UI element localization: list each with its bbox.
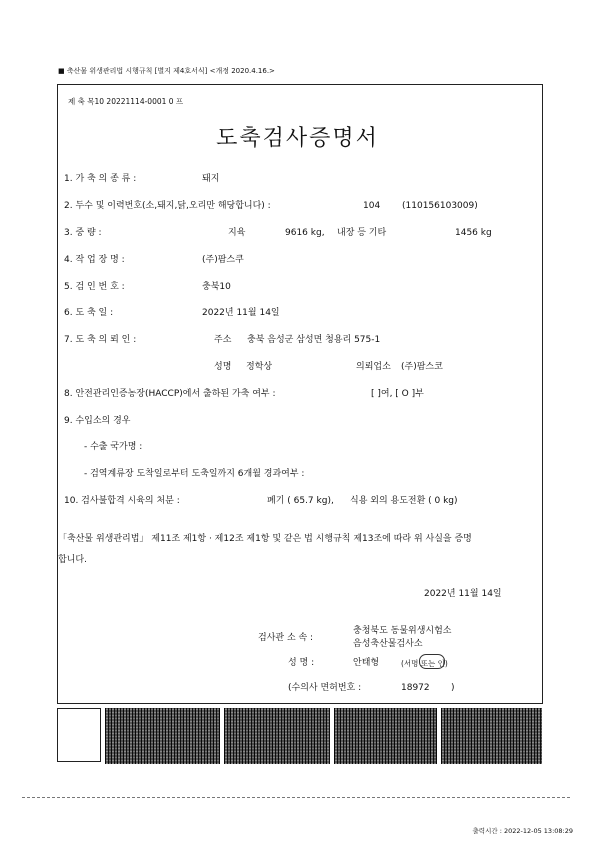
- item10-label: 10. 검사불합격 시육의 처분 :: [64, 496, 180, 506]
- item7-address-label: 주소: [214, 335, 232, 345]
- item6-label: 6. 도 축 일 :: [64, 308, 114, 318]
- item7-label: 7. 도 축 의 뢰 인 :: [64, 335, 137, 345]
- item2-trace: (110156103009): [402, 201, 478, 211]
- signature-label: (서명 또는 인): [401, 659, 448, 668]
- inspector-org-line2: 음성축산물검사소: [353, 639, 423, 649]
- item2-label: 2. 두수 및 이력번호(소,돼지,닭,오리만 해당합니다) :: [64, 201, 271, 211]
- security-barcode-2: [224, 708, 330, 764]
- issue-date: 2022년 11월 14일: [424, 589, 502, 599]
- license-close: ): [451, 683, 455, 693]
- item1-value: 돼지: [202, 174, 220, 184]
- item7-agent-value: (주)팜스코: [401, 362, 443, 372]
- official-seal: [419, 654, 445, 669]
- item8-label: 8. 안전관리인증농장(HACCP)에서 출하된 가축 여부 :: [64, 389, 276, 399]
- item3-live-value: 9616 kg,: [285, 228, 325, 238]
- divider: [22, 797, 570, 798]
- item7-agent-label: 의뢰업소: [356, 362, 391, 372]
- item5-label: 5. 검 인 번 호 :: [64, 282, 125, 292]
- item9-quarantine: - 검역계류장 도착일로부터 도축일까지 6개월 경과여부 :: [84, 469, 305, 479]
- qr-code: [57, 708, 101, 762]
- item5-value: 충북10: [202, 282, 231, 292]
- security-barcode-4: [441, 708, 542, 764]
- statement-line2: 합니다.: [58, 555, 87, 565]
- item4-label: 4. 작 업 장 명 :: [64, 255, 125, 265]
- license-label: (수의사 면허번호 :: [288, 683, 362, 693]
- item6-value: 2022년 11월 14일: [202, 308, 280, 318]
- item4-value: (주)팜스쿠: [202, 255, 244, 265]
- form-note: ■ 축산물 위생관리법 시행규칙 [별지 제4호서식] <개정 2020.4.16.>: [58, 67, 275, 75]
- security-barcode-1: [105, 708, 220, 764]
- item3-other-label: 내장 등 기타: [337, 228, 387, 238]
- item7-name-value: 정학상: [246, 362, 273, 372]
- inspector-name-label: 성 명 :: [288, 658, 315, 668]
- print-time: 출력시간 : 2022-12-05 13:08:29: [472, 827, 573, 835]
- item2-count: 104: [363, 201, 381, 211]
- item10-other-use: 식용 외의 용도전환 ( 0 kg): [350, 496, 458, 506]
- license-value: 18972: [401, 683, 430, 693]
- item1-label: 1. 가 축 의 종 류 :: [64, 174, 137, 184]
- item8-value: [ ]여, [ O ]부: [371, 389, 424, 399]
- item9-export-country: - 수출 국가명 :: [84, 442, 143, 452]
- item3-other-value: 1456 kg: [455, 228, 492, 238]
- item9-label: 9. 수입소의 경우: [64, 416, 131, 426]
- inspector-org-line1: 충청북도 동물위생시험소: [353, 626, 452, 636]
- statement-line1: 「축산물 위생관리법」 제11조 제1항 · 제12조 제1항 및 같은 법 시행규칙 제13조에 따라 위 사실을 증명: [58, 534, 472, 544]
- security-barcode-3: [334, 708, 437, 764]
- item10-disposal: 폐기 ( 65.7 kg),: [267, 496, 334, 506]
- item7-address-value: 충북 음성군 삼성면 청용리 575-1: [247, 335, 381, 345]
- inspector-name-value: 안태형: [353, 658, 380, 668]
- inspector-org-label: 검사관 소 속 :: [258, 633, 314, 643]
- doc-number: 제 축 목10 20221114-0001 0 프: [68, 97, 184, 106]
- item3-label: 3. 중 량 :: [64, 228, 102, 238]
- item3-live-label: 지육: [228, 228, 246, 238]
- item7-name-label: 성명: [214, 362, 232, 372]
- page-title: 도축검사증명서: [216, 126, 379, 151]
